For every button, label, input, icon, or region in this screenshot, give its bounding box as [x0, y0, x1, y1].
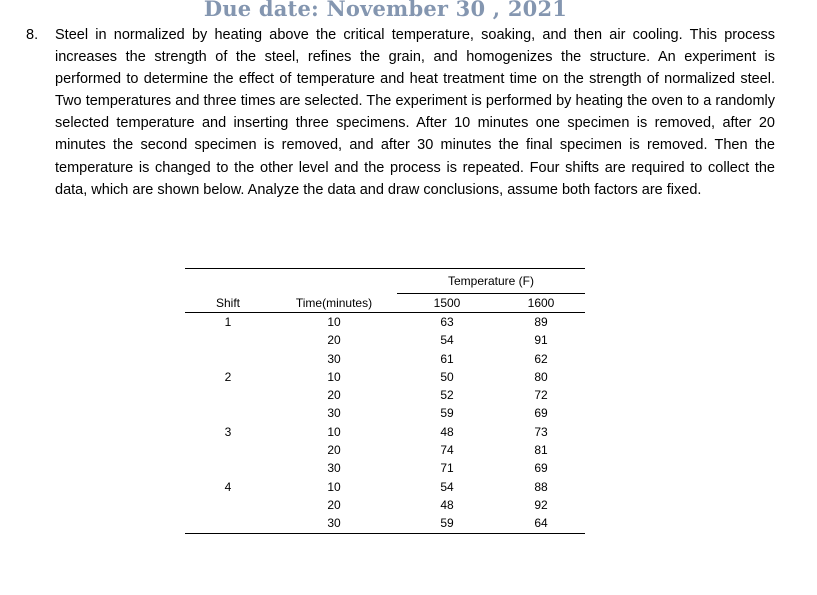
cell-shift: 3 [224, 424, 232, 439]
cell-temp-1600: 72 [534, 388, 548, 403]
cell-time: 30 [327, 351, 341, 366]
column-header-1600: 1600 [497, 294, 585, 313]
cell-temp-1600: 91 [534, 333, 548, 348]
cell-shift [185, 459, 271, 477]
cell-shift [185, 514, 271, 533]
table-row [185, 514, 585, 533]
cell-temp-1500: 63 [440, 315, 454, 329]
table-row [185, 368, 585, 386]
cell-temp-1500: 59 [440, 406, 454, 421]
data-table [185, 268, 585, 534]
cell-shift: 4 [224, 479, 232, 494]
cell-temp-1600: 62 [534, 351, 548, 366]
cell-temp-1600: 64 [497, 514, 585, 533]
cell-time: 20 [327, 497, 341, 512]
cell-time: 20 [327, 443, 341, 458]
cell-shift [185, 386, 271, 404]
table-row [185, 441, 585, 459]
column-header-time: Time(minutes) [271, 294, 397, 313]
cell-temp-1600: 69 [534, 461, 548, 476]
cell-shift: 1 [224, 315, 232, 329]
temperature-group-header: Temperature (F) [397, 269, 585, 294]
cell-temp-1500: 54 [440, 333, 454, 348]
cell-temp-1600: 92 [534, 497, 548, 512]
cell-temp-1500: 59 [397, 514, 497, 533]
cell-temp-1600: 81 [534, 443, 548, 458]
table-row [185, 496, 585, 514]
question-number: 8. [26, 27, 39, 43]
cell-temp-1600: 89 [534, 315, 548, 329]
table-row [185, 459, 585, 477]
cell-temp-1500: 61 [440, 351, 454, 366]
cell-shift [185, 350, 271, 368]
cell-temp-1600: 80 [534, 369, 548, 384]
header-spacer-time [271, 269, 397, 294]
cell-temp-1600: 88 [534, 479, 548, 494]
cell-time: 30 [327, 406, 341, 421]
table-row [185, 386, 585, 404]
question-text: Steel in normalized by heating above the critical temperature, soaking, and then air cooling. This process increases the strength of the steel, refines the grain, and homogenizes the structure. An experiment is performed to determine the effect of temperature and heat treatment time on the strength of normalized steel. Two temperatures and three times are selected. The experiment is performed by heating the oven to a randomly selected temperature and inserting three specimens. After 10 minutes one specimen is removed, after 20 minutes the second specimen is removed, and after 30 minutes the final specimen is removed. Then the temperature is changed to the other level and the process is repeated. Four shifts are required to collect the data, which are shown below. Analyze the data and draw conclusions, assume both factors are fixed. [55, 27, 775, 198]
table-body [185, 313, 585, 534]
table-row [185, 313, 585, 332]
cell-temp-1500: 48 [440, 424, 454, 439]
table-row [185, 423, 585, 441]
cell-time: 20 [327, 333, 341, 348]
cell-temp-1500: 74 [440, 443, 454, 458]
cell-time: 30 [327, 461, 341, 476]
due-date-heading: Due date: November 30 , 2021 [203, 0, 568, 21]
cell-time: 10 [327, 315, 341, 329]
cell-shift: 2 [224, 369, 232, 384]
cell-time: 30 [271, 514, 397, 533]
cell-temp-1600: 69 [534, 406, 548, 421]
column-header-shift: Shift [185, 294, 271, 313]
cell-temp-1500: 52 [440, 388, 454, 403]
cell-time: 10 [327, 479, 341, 494]
table-row [185, 350, 585, 368]
cell-shift [185, 331, 271, 349]
table-row [185, 404, 585, 422]
cell-temp-1500: 71 [440, 461, 454, 476]
cell-temp-1500: 48 [440, 497, 454, 512]
table-row [185, 478, 585, 496]
cell-shift [185, 441, 271, 459]
column-header-1500: 1500 [397, 294, 497, 313]
cell-shift [185, 496, 271, 514]
header-spacer-shift [185, 269, 271, 294]
cell-time: 10 [327, 424, 341, 439]
table-row [185, 331, 585, 349]
cell-temp-1500: 50 [440, 369, 454, 384]
cell-temp-1600: 73 [534, 424, 548, 439]
cell-shift [185, 404, 271, 422]
cell-time: 20 [327, 388, 341, 403]
cell-temp-1500: 54 [440, 479, 454, 494]
cell-time: 10 [327, 369, 341, 384]
